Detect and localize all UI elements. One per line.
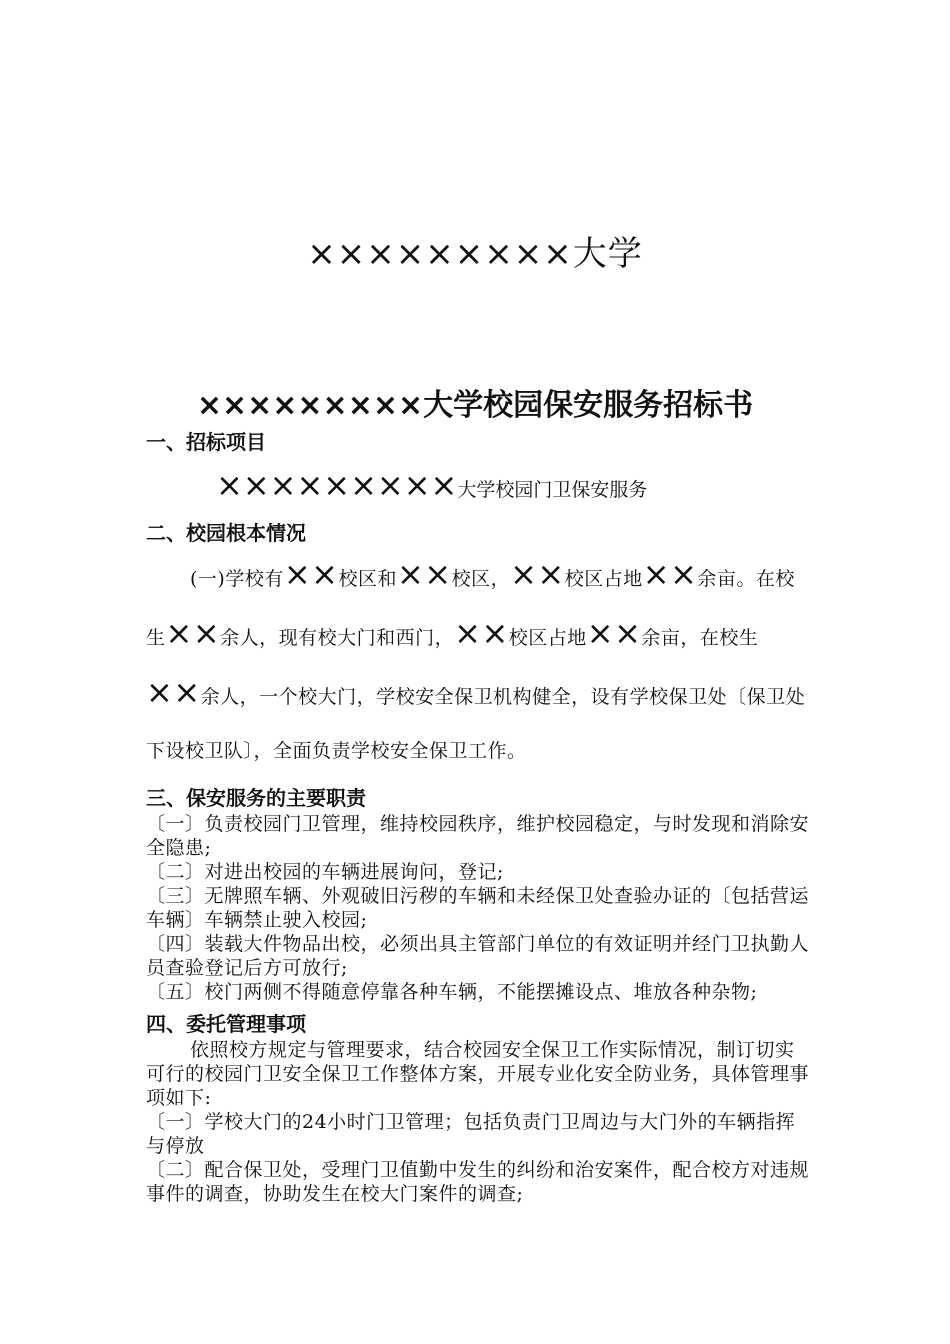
- text-run: 校区，: [451, 568, 511, 590]
- placeholder-mark: ××: [165, 614, 221, 652]
- document-body: [146, 428, 810, 1206]
- management-item: 〔二〕配合保卫处，受理门卫值勤中发生的纠纷和治安案件，配合校方对违规事件的调查，协助发生在校大门案件的调查;: [146, 1159, 810, 1205]
- duty-item: 〔三〕无牌照车辆、外观破旧污秽的车辆和未经保卫处查验办证的〔包括营运车辆〕车辆禁止驶入校园;: [146, 885, 810, 931]
- text-run: (一)学校有: [190, 568, 284, 590]
- campus-paragraph: [146, 547, 810, 778]
- duty-item: 〔一〕负责校园门卫管理，维持校园秩序，维护校园稳定，与时发现和消除安全隐患;: [146, 813, 810, 859]
- placeholder-mark: ××: [586, 614, 642, 652]
- placeholder-mark: ××: [510, 555, 565, 593]
- cover-title: ×××××××××大学: [307, 234, 643, 274]
- management-intro: 依照校方规定与管理要求，结合校园安全保卫工作实际情况，制订切实可行的校园门卫安全保卫工作整体方案，开展专业化安全防业务，具体管理事项如下:: [146, 1039, 810, 1109]
- section-heading-3: 三、保安服务的主要职责: [146, 786, 366, 810]
- text-run: 余人，一个校大门，学校安全保卫机构健全，设有学校保卫处〔保卫处下设校卫队〕，全面负责学校安全保卫工作。: [146, 686, 806, 762]
- placeholder-mark: ××: [642, 555, 698, 593]
- section-heading-1: 一、招标项目: [146, 430, 266, 454]
- text-run: 余亩，在校生: [641, 627, 759, 649]
- text-run: 余亩。在校生: [146, 568, 795, 649]
- placeholder-mark: ××: [396, 555, 452, 593]
- section-heading-4: 四、委托管理事项: [146, 1012, 306, 1036]
- project-text: 大学校园门卫保安服务: [457, 479, 648, 501]
- duty-item: 〔二〕对进出校园的车辆进展询问，登记;: [146, 861, 504, 883]
- placeholder-mark: ××: [146, 673, 201, 711]
- management-item: 〔一〕学校大门的24小时门卫管理；包括负责门卫周边与大门外的车辆指挥与停放: [146, 1111, 796, 1157]
- text-run: 校区和: [338, 568, 397, 590]
- text-run: 余人，现有校大门和西门，: [220, 627, 455, 649]
- placeholder-mark: ××: [283, 555, 339, 593]
- text-run: 校区占地: [508, 627, 587, 649]
- duty-item: 〔五〕校门两侧不得随意停靠各种车辆，不能摆摊设点、堆放各种杂物;: [146, 981, 758, 1003]
- placeholder-mark: ××: [454, 614, 509, 652]
- document-title: ×××××××××大学校园保安服务招标书: [196, 388, 754, 423]
- project-line: [146, 456, 810, 519]
- section-heading-2: 二、校园根本情况: [146, 521, 306, 545]
- text-run: 校区占地: [564, 568, 643, 590]
- project-placeholder: ×××××××××: [216, 466, 458, 504]
- duty-item: 〔四〕装载大件物品出校，必须出具主管部门单位的有效证明并经门卫执勤人员查验登记后方可放行;: [146, 933, 810, 979]
